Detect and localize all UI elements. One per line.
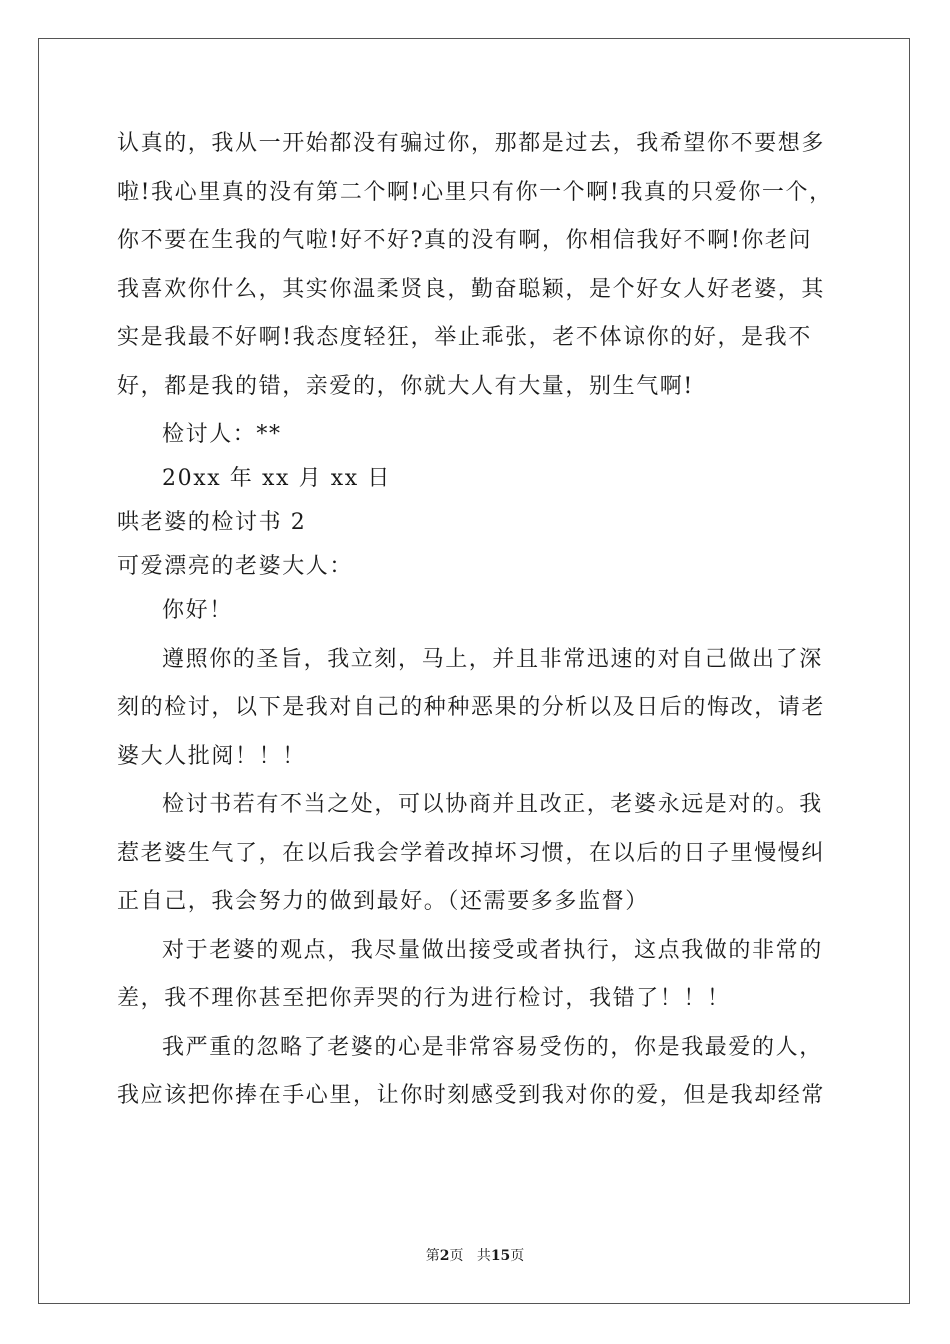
text-line: 认真的，我从一开始都没有骗过你，那都是过去，我希望你不要想多	[117, 131, 826, 156]
greeting: 你好！	[162, 598, 233, 623]
text-line: 我严重的忽略了老婆的心是非常容易受伤的，你是我最爱的人，	[162, 1034, 823, 1060]
page-prefix: 第	[425, 1248, 440, 1264]
text-line: 我喜欢你什么，其实你温柔贤良，勤奋聪颖，是个好女人好老婆，其	[117, 276, 826, 302]
page-footer	[0, 1247, 950, 1265]
text-line: 你不要在生我的气啦!好不好?真的没有啊，你相信我好不啊!你老问	[117, 228, 813, 253]
text-line: 啦!我心里真的没有第二个啊!心里只有你一个啊!我真的只爱你一个，	[117, 179, 833, 205]
text-line: 检讨书若有不当之处，可以协商并且改正，老婆永远是对的。我	[162, 792, 823, 817]
text-line: 好，都是我的错，亲爱的，你就大人有大量，别生气啊!	[117, 373, 694, 399]
section-title: 哄老婆的检讨书 2	[117, 510, 307, 535]
text-line: 对于老婆的观点，我尽量做出接受或者执行，这点我做的非常的	[162, 937, 823, 963]
text-line: 惹老婆生气了，在以后我会学着改掉坏习惯，在以后的日子里慢慢纠	[117, 840, 826, 866]
total-prefix: 共	[476, 1248, 491, 1264]
total-pages: 15	[490, 1248, 511, 1264]
signature-line: 检讨人：**	[162, 422, 282, 447]
text-line: 遵照你的圣旨，我立刻，马上，并且非常迅速的对自己做出了深	[162, 646, 823, 672]
page-suffix: 页	[449, 1248, 464, 1264]
text-line: 正自己，我会努力的做到最好。（还需要多多监督）	[117, 889, 649, 914]
document-body	[117, 130, 837, 1131]
text-line: 差，我不理你甚至把你弄哭的行为进行检讨，我错了！！！	[117, 986, 731, 1011]
text-line: 刻的检讨，以下是我对自己的种种恶果的分析以及日后的悔改，请老	[117, 695, 826, 720]
text-line: 婆大人批阅！！！	[117, 743, 306, 769]
total-suffix: 页	[510, 1248, 525, 1264]
text-line: 实是我最不好啊!我态度轻狂，举止乖张，老不体谅你的好，是我不	[117, 325, 812, 350]
date-line: 20xx 年 xx 月 xx 日	[162, 466, 392, 491]
page-number: 2	[439, 1248, 450, 1264]
salutation: 可爱漂亮的老婆大人：	[117, 554, 354, 579]
text-line: 我应该把你捧在手心里，让你时刻感受到我对你的爱，但是我却经常	[117, 1083, 826, 1108]
